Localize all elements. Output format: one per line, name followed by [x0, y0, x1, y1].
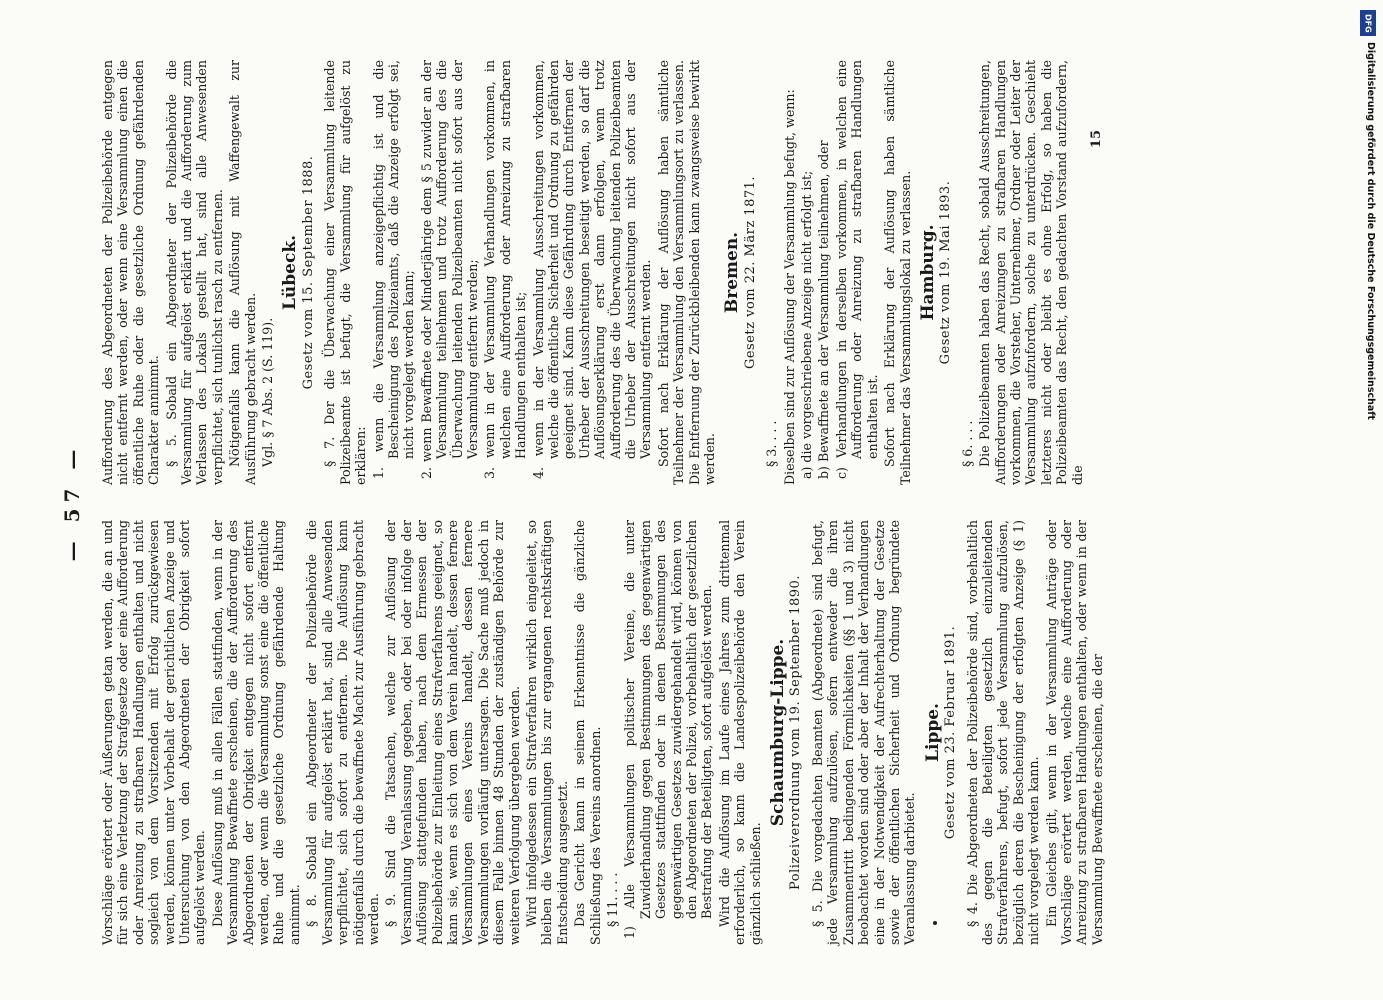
paragraph-section-4: § 4. Die Abgeordneten der Polizeibehörde sind, vorbehaltlich des gegen die Beteiligten gesetzlich einzuleitenden Strafverfahrens, befugt, sofort jede Versammlung aufzulösen, bezüglich deren die Bescheinigung der erfolgten Anzeige (§ 1) nicht vorgelegt werden kann.: [964, 520, 1042, 945]
paragraph: Wird infolgedessen ein Strafverfahren wirklich eingeleitet, so bleiben die Versammlungen bis zur ergangenen rechtskräftigen Entscheidung ausgesetzt.: [523, 520, 570, 945]
signature-number: 15: [1088, 130, 1104, 149]
page-header: — 57 —: [60, 443, 84, 562]
rotated-document-page: [60, 50, 1340, 955]
paragraph-section-3: § 3. . . .: [764, 420, 780, 467]
section-title-schaumburg-lippe: Schaumburg-Lippe.: [768, 638, 789, 827]
paragraph-section-9: § 9. Sind die Tatsachen, welche zur Auflösung der Versammlung Veranlassung gegeben, oder bei oder infolge der Auflösung stattgefunden haben, nach dem Ermessen der Polizeibehörde zur Einleitung eines Strafverfahrens geeignet, so kann sie, wenn es sich von dem Verein handelt, dessen fernere Versammlungen eines Vereins handelt, dessen fernere Versammlungen vorläufig untersagen. Die Sache muß jedoch in diesem Falle binnen 48 Stunden der zuständigen Behörde zur weiteren Verfolgung übergeben werden.: [383, 520, 522, 945]
section-subtitle: Gesetz vom 15. September 1888.: [300, 155, 316, 390]
paragraph: Ein Gleiches gilt, wenn in der Versammlung Anträge oder Vorschläge erörtert werden, welche eine Aufforderung oder Anreizung zu strafbaren Handlungen enthalten, oder wenn in der Versammlung Bewaffnete erscheinen, die der: [1043, 520, 1105, 945]
paragraph: Dieselben sind zur Auflösung der Versammlung befugt, wenn:: [781, 89, 797, 485]
list-item: 2. wenn Bewaffnete oder Minderjährige dem § 5 zuwider an der Versammlung teilnehmen und trotz Aufforderung des die Überwachung leitenden Polizeibeamten nicht sofort aus der Versammlung entfernt werden;: [418, 60, 480, 479]
credit-text: Digitalisierung gefördert durch die Deutsche Forschungsgemeinschaft: [1365, 42, 1376, 420]
section-subtitle: Polizeiverordnung vom 19. September 1890.: [788, 575, 804, 890]
section-subtitle: Gesetz vom 22. März 1871.: [742, 175, 758, 370]
paragraph-section-11: § 11. . . .: [605, 872, 620, 927]
section-title-lippe: Lippe.: [922, 703, 943, 762]
list-item: b) Bewaffnete an der Versammlung teilnehmen, oder: [816, 140, 832, 479]
paragraph: Nötigenfalls kann die Auflösung mit Waffengewalt zur Ausführung gebracht werden.: [227, 60, 258, 485]
list-item: a) die vorgeschriebene Anzeige nicht erfolgt ist;: [799, 170, 815, 479]
margin-dot: [933, 921, 937, 925]
paragraph: Sofort nach Erklärung der Auflösung haben sämtliche Teilnehmer der Versammlung den Versammlungsort zu verlassen. Die Entfernung der Zurückbleibenden kann zwangsweise bewirkt werden.: [655, 60, 718, 485]
cross-reference: Vgl. § 7 Abs. 2 (S. 119).: [260, 317, 276, 467]
paragraph: Vorschläge erörtert oder Äußerungen getan werden, die an und für sich eine Verletzung der Strafgesetze oder eine Aufforderung oder Anreizung zu strafbaren Handlungen enthalten und nicht sogleich von dem Vorsitzenden mit Erfolg zurückgewiesen werden, können unter Vorbehalt der gerichtlichen Anzeige und Untersuchung von den Abgeordneten der Obrigkeit sofort aufgelöst werden.: [100, 520, 208, 945]
paragraph: Die Polizeibeamten haben das Recht, sobald Ausschreitungen, Aufforderungen oder Anreizungen zu strafbaren Handlungen vorkommen, die Vorsteher, Unternehmer, Ordner oder Leiter der Versammlung aufzufordern, solche zu unterdrücken. Geschieht letzteres nicht oder bleibt es ohne Erfolg, so haben die Polizeibeamten das Recht, den gedachten Vorstand aufzufordern, die: [977, 60, 1085, 485]
paragraph: Aufforderung des Abgeordneten der Polizeibehörde entgegen nicht entfernt werden, oder wenn eine Versammlung einen die öffentliche Ruhe oder die gesetzliche Ordnung gefährdenden Charakter annimmt.: [100, 60, 162, 485]
section-title-hamburg: Hamburg.: [917, 224, 938, 321]
paragraph-section-8: § 8. Sobald ein Abgeordneter der Polizeibehörde die Versammlung für aufgelöst erklärt hat, sind alle Anwesenden verpflichtet, sich sofort zu entfernen. Die Auflösung kann nötigenfalls durch die bewaffnete Macht zur Ausführung gebracht werden.: [304, 520, 381, 945]
paragraph-section-5: § 5. Die vorgedachten Beamten (Abgeordnete) sind befugt, jede Versammlung aufzulösen, sofern entweder die ihren Zusammentritt bedingenden Förmlichkeiten (§§ 1 und 3) nicht beobachtet worden sind oder aber der Inhalt der Verhandlungen eine in der Notwendigkeit der Aufrechterhaltung der Gesetze sowie der öffentlichen Sicherheit und Ordnung begründete Veranlassung darbietet.: [809, 520, 918, 945]
paragraph: Sofort nach Erklärung der Auflösung haben sämtliche Teilnehmer das Versammlungslokal zu verlassen.: [882, 60, 913, 485]
section-subtitle: Gesetz vom 19. Mai 1893.: [938, 180, 954, 365]
section-title-luebeck: Lübeck.: [280, 234, 301, 311]
paragraph-section-7: § 7. Der die Überwachung einer Versammlung leitende Polizeibeamte ist befugt, die Versammlung für aufgelöst zu erklären:: [322, 60, 369, 485]
list-item: 1) Alle Versammlungen politischer Vereine, die unter Zuwiderhandlung gegen Bestimmungen des gegenwärtigen Gesetzes stattfinden oder in denen Bestimmungen des gegenwärtigen Gesetzes zuwidergehandelt wird, können von den Abgeordneten der Polizei, vorbehaltlich der gesetzlichen Bestrafung der Beteiligten, sofort aufgelöst werden.: [622, 520, 715, 939]
paragraph: Wird die Auflösung im Laufe eines Jahres zum drittenmal erforderlich, so kann die Landespolizeibehörde den Verein gänzlich schließen.: [716, 520, 763, 945]
section-title-bremen: Bremen.: [722, 231, 743, 314]
paragraph: Diese Auflösung muß in allen Fällen stattfinden, wenn in der Versammlung Bewaffnete erscheinen, die der Aufforderung des Abgeordneten der Obrigkeit entgegen nicht sofort entfernt werden, oder wenn die Versammlung sonst eine die öffentliche Ruhe und die gesetzliche Ordnung gefährdende Haltung annimmt.: [209, 520, 302, 945]
right-column: [100, 60, 1330, 485]
dfg-logo: DFG: [1360, 10, 1376, 36]
list-item: 3. wenn in der Versammlung Verhandlungen vorkommen, in welchen eine Aufforderung oder Anreizung zu strafbaren Handlungen enthalten ist;: [482, 60, 529, 479]
digitization-credit-strip: [1358, 8, 1378, 993]
list-item: 1. wenn die Versammlung anzeigepflichtig ist und die Bescheinigung des Polizeiamts, daß die Anzeige erfolgt sei, nicht vorgelegt werden kann;: [370, 60, 417, 479]
paragraph: Das Gericht kann in seinem Erkenntnisse die gänzliche Schließung des Vereins anordnen.: [572, 520, 603, 945]
section-subtitle: Gesetz vom 23. Februar 1891.: [943, 625, 959, 840]
paragraph-section-6: § 6. . . .: [959, 420, 975, 467]
list-item: c) Verhandlungen in derselben vorkommen, in welchen eine Aufforderung oder Anreizung zu strafbaren Handlungen enthalten ist.: [833, 60, 880, 479]
page-number: 57: [60, 482, 84, 523]
left-column: [100, 520, 1330, 945]
paragraph-section-5: § 5. Sobald ein Abgeordneter der Polizeibehörde die Versammlung für aufgelöst erklärt und die Aufforderung zum Verlassen des Lokals gestellt hat, sind alle Anwesenden verpflichtet, sich tunlichst rasch zu entfernen.: [163, 60, 225, 485]
list-item: 4. wenn in der Versammlung Ausschreitungen vorkommen, welche die öffentliche Sicherheit und Ordnung zu gefährden geeignet sind. Kann diese Gefährdung durch Entfernen der Urheber der Ausschreitungen beseitigt werden, so darf die Auflösungserklärung erst dann erfolgen, wenn trotz Aufforderung des die Überwachung leitenden Polizeibeamten die Urheber der Ausschreitungen nicht sofort aus der Versammlung entfernt werden.: [530, 60, 654, 479]
